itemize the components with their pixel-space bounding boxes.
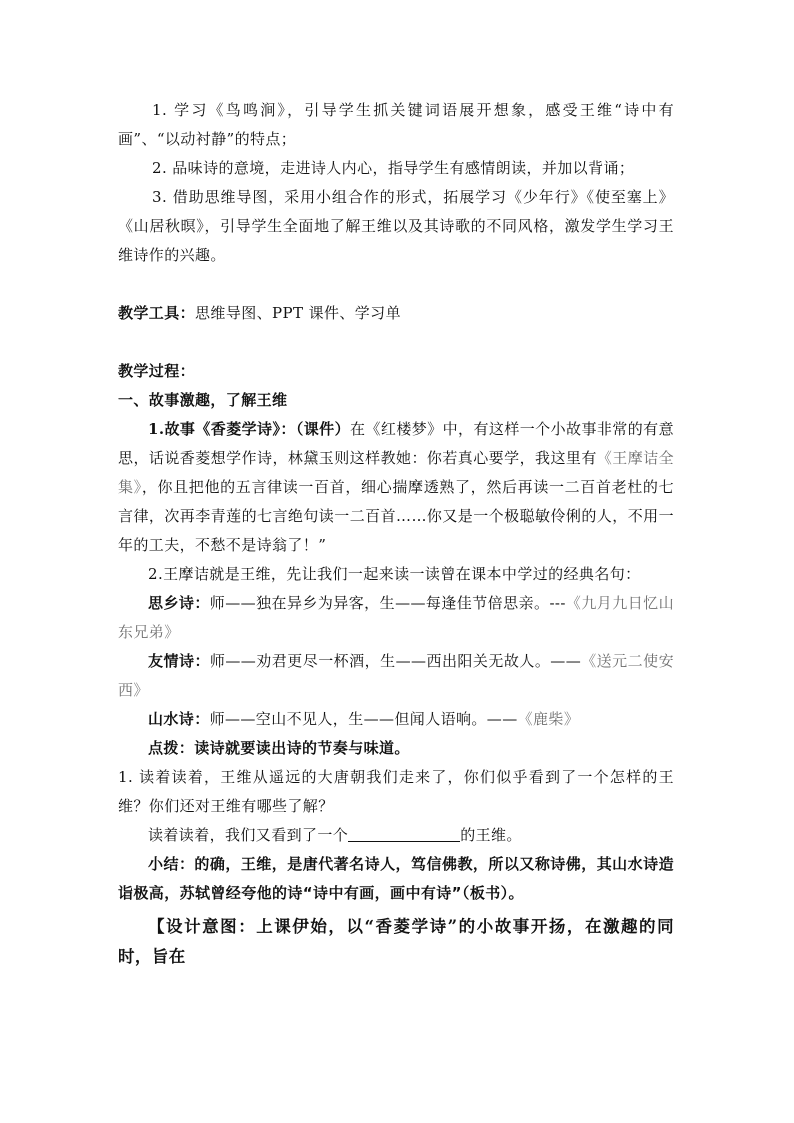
fill-in-blank-line [118, 821, 674, 850]
poem-label: 友情诗： [148, 652, 210, 670]
objective-item: 2. 品味诗的意境，走进诗人内心，指导学生有感情朗读，并加以背诵； [152, 159, 635, 177]
fill-after: 的王维。 [460, 826, 522, 844]
story-lead: 1.故事《香菱学诗》：（课件） [148, 420, 351, 438]
summary-paragraph: 小结：的确，王维，是唐代著名诗人，笃信佛教，所以又称诗佛，其山水诗造诣极高，苏轼曾经夸他的诗“诗中有画，画中有诗”（板书）。 [118, 855, 674, 902]
poem-source: 《送元二使安西》 [118, 652, 674, 699]
poem-label: 思乡诗： [148, 594, 210, 612]
poem-text: 师——独在异乡为异客，生——每逢佳节倍思亲。--- [209, 594, 566, 612]
answer-blank [348, 825, 460, 842]
poem-line [118, 647, 674, 705]
tip-line: 点拨：读诗就要读出诗的节奏与味道。 [148, 739, 410, 757]
objective-item: 1. 学习《鸟鸣涧》，引导学生抓关键词语展开想象，感受王维“诗中有画”、“以动衬静”的特点； [118, 101, 674, 148]
spacer [118, 270, 674, 299]
poem-source: 《鹿柴》 [517, 710, 580, 728]
lesson-plan-page [118, 96, 674, 972]
teaching-tools [118, 299, 674, 328]
poem-text: 师——劝君更尽一杯酒，生——西出阳关无故人。—— [209, 652, 582, 670]
poem-line [118, 589, 674, 647]
spacer [118, 328, 674, 357]
objective-item: 3. 借助思维导图，采用小组合作的形式，拓展学习《少年行》《使至塞上》《山居秋暝》，引导学生全面地了解王维以及其诗歌的不同风格，激发学生学习王维诗作的兴趣。 [118, 188, 674, 264]
design-intent: 【设计意图：上课伊始，以“香菱学诗”的小故事开扬，在激趣的同时，旨在 [118, 917, 674, 966]
story-book-ref: 《王摩诘全集》 [118, 449, 674, 496]
process-heading: 教学过程： [118, 362, 196, 380]
poem-source: 《九月九日忆山东兄弟》 [118, 594, 674, 641]
poem-line [118, 705, 674, 734]
famous-lines-intro: 2.王摩诘就是王维，先让我们一起来读一读曾在课本中学过的经典名句： [148, 565, 641, 583]
poem-text: 师——空山不见人，生——但闻人语响。—— [209, 710, 518, 728]
poem-label: 山水诗： [148, 710, 210, 728]
section-heading: 一、故事激趣，了解王维 [118, 391, 288, 409]
teaching-tools-value: 思维导图、PPT 课件、学习单 [195, 304, 401, 322]
story-text-b: ，你且把他的五言律读一百首，细心揣摩透熟了，然后再读一二百首老杜的七言律，次再李青莲的七言绝句读一二百首……你又是一个极聪敏伶俐的人，不用一年的工夫，不愁不是诗翁了！” [118, 478, 674, 554]
story-paragraph [118, 415, 674, 560]
question-paragraph: 1. 读着读着，王维从遥远的大唐朝我们走来了，你们似乎看到了一个怎样的王维？你们还对王维有哪些了解？ [118, 768, 674, 815]
story-text-a: 在《红楼梦》中，有这样一个小故事非常的有意思，话说香菱想学作诗，林黛玉则这样教她：你若真心要学，我这里有 [118, 420, 674, 467]
teaching-tools-label: 教学工具： [118, 304, 196, 322]
fill-before: 读着读着，我们又看到了一个 [148, 826, 349, 844]
